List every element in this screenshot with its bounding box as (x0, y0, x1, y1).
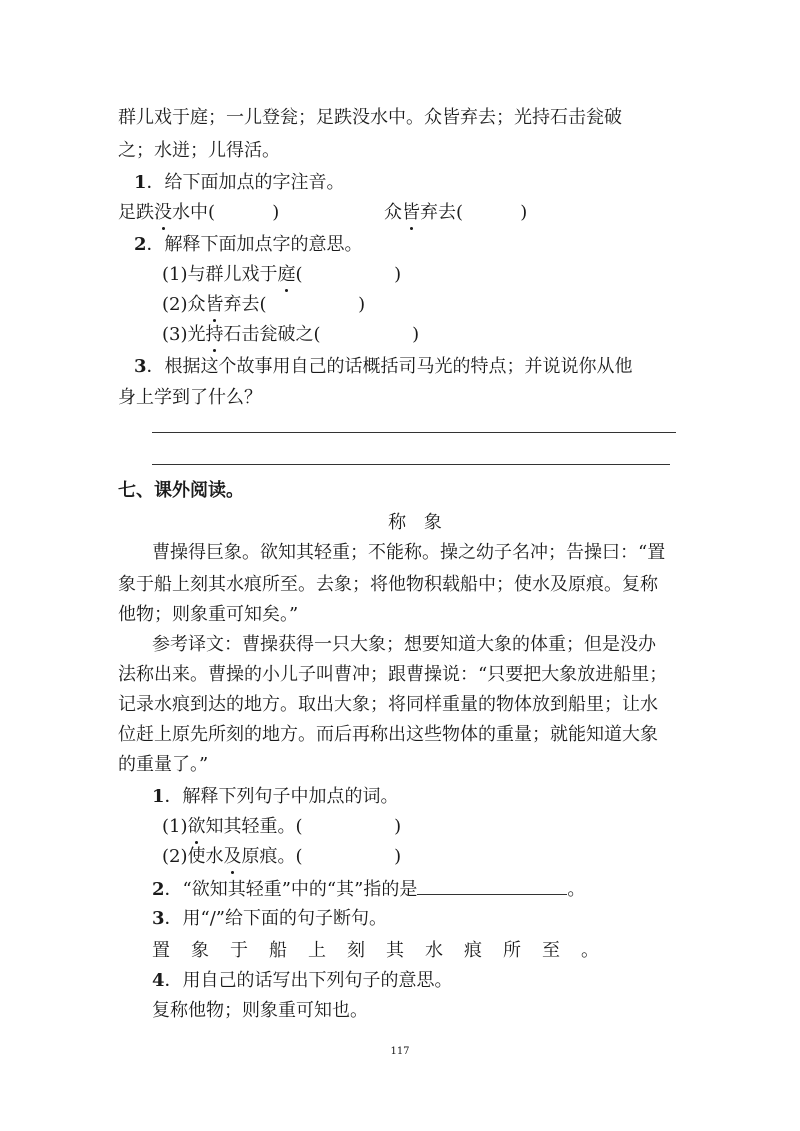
question-2 (134, 234, 363, 256)
answer-item (118, 202, 279, 224)
passage-line: 群儿戏于庭；一儿登瓮；足跌没水中。众皆弃去；光持石击瓮破 (118, 107, 622, 128)
answer-item (162, 324, 419, 346)
passage-line: 他物；则象重可知矣。” (118, 604, 299, 625)
question-text: ．解释下面加点字的意思。 (146, 234, 363, 255)
answer-blank[interactable]: ( ) (295, 846, 402, 867)
target-sentence: 复称他物；则象重可知也。 (152, 1000, 368, 1021)
question-text: ．根据这个故事用自己的话概括司马光的特点；并说说你从他 (146, 356, 633, 377)
question-text: ．用自己的话写出下列句子的意思。 (164, 970, 453, 991)
question-3 (152, 908, 387, 930)
answer-item (384, 202, 527, 224)
item-text: (3)光 (162, 324, 206, 345)
answer-item (162, 816, 401, 838)
question-3 (134, 356, 633, 378)
item-text: 弃去 (223, 294, 260, 315)
question-text: ．解释下列句子中加点的词。 (164, 786, 399, 807)
question-text: ．给下面加点的字注音。 (146, 172, 345, 193)
question-number: 3 (134, 356, 147, 377)
dotted-char: 皆 (205, 294, 224, 315)
question-number: 1 (152, 786, 165, 807)
answer-blank[interactable] (417, 878, 567, 895)
question-1 (152, 786, 399, 808)
question-number: 3 (152, 908, 165, 929)
item-text: (2)众 (162, 294, 206, 315)
answer-item (162, 846, 401, 868)
dotted-char: 及 (223, 846, 242, 867)
passage-title: 称 象 (388, 512, 442, 533)
item-text: (2)使水 (162, 846, 224, 867)
dotted-char: 没 (154, 202, 172, 223)
answer-item (162, 264, 401, 286)
answer-blank[interactable]: ( ) (313, 324, 420, 345)
answer-line[interactable] (152, 464, 670, 465)
item-text: (1)与群儿戏于 (162, 264, 278, 285)
passage-line: 曹操得巨象。欲知其轻重；不能称。操之幼子名冲；告操曰：“置 (152, 542, 666, 563)
question-text: ．“欲知其轻重”中的“其”指的是 (164, 879, 418, 900)
passage-line: 之；水迸；儿得活。 (118, 140, 280, 161)
question-4 (152, 970, 453, 992)
answer-blank[interactable]: ( ) (295, 816, 402, 837)
dotted-char: 欲 (187, 816, 206, 837)
answer-blank[interactable]: ( ) (208, 202, 280, 223)
translation-line: 参考译文：曹操获得一只大象；想要知道大象的体重；但是没办 (152, 634, 656, 655)
translation-line: 的重量了。” (118, 754, 209, 775)
question-number: 2 (152, 879, 165, 900)
translation-line: 记录水痕到达的地方。取出大象；将同样重量的物体放到船里；让水 (118, 694, 658, 715)
question-text-cont: 身上学到了什么？ (118, 387, 262, 408)
segment-sentence[interactable]: 置象于船上刻其水痕所至。 (152, 940, 620, 961)
question-number: 1 (134, 172, 147, 193)
answer-blank[interactable]: ( ) (295, 264, 402, 285)
answer-item (162, 294, 365, 316)
translation-line: 法称出来。曹操的小儿子叫曹冲；跟曹操说：“只要把大象放进船里； (118, 664, 668, 685)
page-number: 117 (390, 1046, 410, 1057)
dotted-char: 庭 (277, 264, 296, 285)
item-text: 众 (384, 202, 402, 223)
passage-line: 象于船上刻其水痕所至。去象；将他物积载船中；使水及原痕。复称 (118, 574, 658, 595)
dotted-char: 皆 (402, 202, 420, 223)
item-text: 知其轻重。 (205, 816, 296, 837)
answer-blank[interactable]: ( ) (456, 202, 528, 223)
question-number: 4 (152, 970, 165, 991)
item-text: (1) (162, 816, 188, 837)
item-text: 水中 (172, 202, 208, 223)
item-text: 石击瓮破之 (223, 324, 314, 345)
answer-line[interactable] (152, 432, 676, 433)
question-text: 。 (567, 879, 586, 900)
section-heading: 七、课外阅读。 (118, 480, 244, 501)
question-1 (134, 172, 345, 194)
question-2 (152, 878, 585, 901)
item-text: 原痕。 (241, 846, 296, 867)
translation-line: 位赶上原先所刻的地方。而后再称出这些物体的重量；就能知道大象 (118, 724, 658, 745)
item-text: 弃去 (420, 202, 456, 223)
answer-blank[interactable]: ( ) (259, 294, 366, 315)
question-number: 2 (134, 234, 147, 255)
question-text: ．用“/”给下面的句子断句。 (164, 908, 387, 929)
dotted-char: 持 (205, 324, 224, 345)
item-text: 足跌 (118, 202, 154, 223)
